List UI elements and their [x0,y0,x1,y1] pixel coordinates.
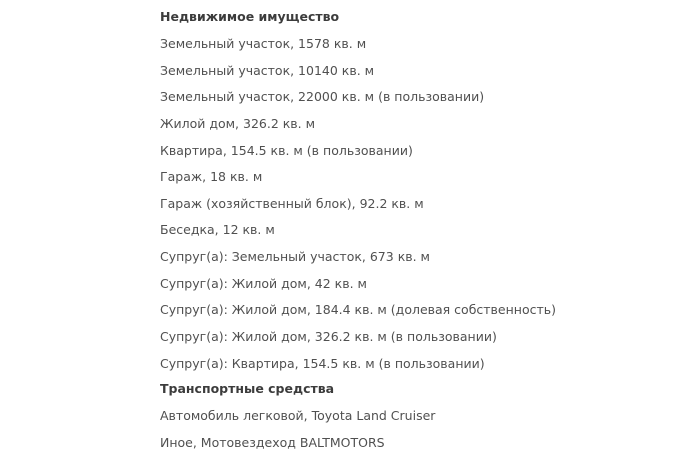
real-estate-item: Земельный участок, 10140 кв. м [160,63,375,78]
real-estate-item: Супруг(а): Жилой дом, 326.2 кв. м (в пользовании) [160,329,497,344]
real-estate-item: Супруг(а): Квартира, 154.5 кв. м (в пользовании) [160,356,485,371]
real-estate-item: Супруг(а): Жилой дом, 42 кв. м [160,276,367,291]
real-estate-heading: Недвижимое имущество [160,9,340,24]
real-estate-item: Гараж, 18 кв. м [160,169,263,184]
real-estate-item: Земельный участок, 22000 кв. м (в пользовании) [160,89,485,104]
real-estate-item: Квартира, 154.5 кв. м (в пользовании) [160,143,413,158]
vehicle-item: Иное, Мотовездеход BALTMOTORS [160,435,385,450]
real-estate-item: Супруг(а): Земельный участок, 673 кв. м [160,249,430,264]
real-estate-item: Земельный участок, 1578 кв. м [160,36,367,51]
real-estate-item: Беседка, 12 кв. м [160,222,275,237]
vehicles-heading: Транспортные средства [160,381,335,396]
real-estate-item: Супруг(а): Жилой дом, 184.4 кв. м (долевая собственность) [160,302,557,317]
real-estate-item: Жилой дом, 326.2 кв. м [160,116,316,131]
vehicle-item: Автомобиль легковой, Toyota Land Cruiser [160,408,436,423]
real-estate-item: Гараж (хозяйственный блок), 92.2 кв. м [160,196,424,211]
